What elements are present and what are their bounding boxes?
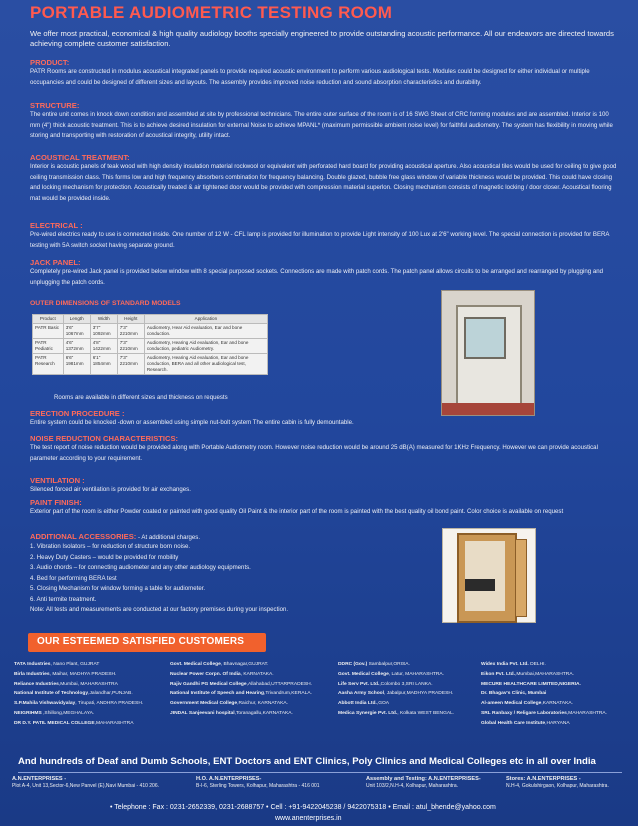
list-item [338,699,454,709]
booth-frame [456,305,522,407]
customer-place: ,Shillong,MEGHALAYA. [41,710,95,716]
list-item [170,660,312,670]
customer-name: S.P.Mahila Vishwavidyalay [14,701,76,707]
booth-interior [465,541,505,611]
table-cell: PATR Pediatric [33,339,64,354]
customer-name: Life Serv Pvt. Ltd. [338,681,380,687]
address-head-office [196,776,356,790]
customer-place: ,Colombo 3,SRI LANKA. [379,681,433,687]
customers-column-4 [481,660,607,729]
customer-place: ,Mumbai,MAHARASHTRA. [514,671,574,677]
product-text: PATR Rooms are constructed in modulus acoustical integrated panels to provide required acoustic environment to perform various audiological tests. Modules could be designed for either individual or multiple occupancies and could be designed of different sizes and layouts. The assembly provides improved noise reduction and sound absorption characteristics and durability. [30,68,590,86]
customer-name: Eikon Pvt. Ltd. [481,671,515,677]
address-line: B-I-6, Sterling Towers, Kolhapur, Maharashtra - 416 001 [196,783,320,789]
address-head: A.N.ENTERPRISES - [12,776,67,782]
structure-heading: STRUCTURE: [30,101,80,110]
structure-text: The entire unit comes in knock down condition and assembled at site by professional technicians. The entire outer surface of the room is of 16 SWG Sheet of CRC forming modules and are assembled. Interior is 100 mm (4") thick acoustic treatment. This is to achieve desired insulation for external Noise to achieve MPANL* (maximum permissible ambient noise level) for faithful audiometry. The system has flexibility in moving while storing and transporting with restoration of acoustical integrity, utility intact. [30,111,613,139]
wood-booth [457,533,517,623]
customer-place: , Maihar, MADHYA PRADESH. [49,671,117,677]
customer-name: Widex India Pvt. Ltd. [481,662,529,667]
customers-column-1 [14,660,143,729]
jack-text: Completely pre-wired Jack panel is provided below window with 8 special purposed sockets. Connections are made with patch cords. The patch panel allows circuits to be arranged and rearranged by plugging and unplugging the patch cords. [30,268,604,286]
paint-heading: PAINT FINISH: [30,498,82,507]
table-cell: PATR Basic [33,324,64,339]
customer-name: Reliance Industries [14,681,59,687]
accessories-subtitle: - At additional charges. [136,534,201,541]
customer-place: ,MAHARASHTRA. [566,710,608,716]
table-header: Height [117,315,144,324]
address-panvel [12,776,192,790]
customer-place: ,Jalandhar,PUNJAB. [88,691,133,697]
customer-place: ,Toranagallu,KARNATAKA. [234,710,293,716]
address-line: N.H-4, Gokulshirgaon, Kolhapur, Maharashtra. [506,783,609,789]
acoustical-heading: ACOUSTICAL TREATMENT: [30,153,130,162]
table-row [33,339,268,354]
list-item [481,660,607,670]
divider [18,772,622,773]
electrical-heading: ELECTRICAL : [30,221,83,230]
customer-place: ,HARYANA [545,720,570,726]
list-item [170,709,312,719]
table-header: Width [90,315,117,324]
table-header: Length [63,315,90,324]
customer-name: DDRC (Gov.) [338,662,368,667]
list-item [170,680,312,690]
customer-name: National Institute of Speech and Hearing [170,691,265,697]
customer-place: ,Trivandrum,KERALA. [264,691,312,697]
table-header: Product [33,315,64,324]
audiometer-device [465,579,495,591]
table-cell: Audiometry, Hear Aid evaluation, Ear and bone conduction. [144,324,267,339]
table-row [33,354,268,375]
list-item: 6. Anti termite treatment. [30,595,97,603]
table-header: Application [144,315,267,324]
table-cell: 6'1" 1854mm [90,354,117,375]
contact-line: • Telephone : Fax : 0231-2652339, 0231-2688757 • Cell : +91-9422045238 / 9422075318 • Email : atul_bhende@yahoo.com [110,804,496,811]
customer-name: Al-ameen Medical College [481,701,542,707]
customer-name: Global Health Care Institute [481,720,546,726]
list-item: 4. Bed for performing BERA test [30,574,117,582]
list-item [481,670,607,680]
list-item [338,670,454,680]
list-item [14,709,143,719]
list-item [14,680,143,690]
booth-photo-wood [442,528,536,623]
customer-place: ,Mumbai, MAHARASHTRA [58,681,118,687]
table-cell: 4'6" 1372mm [63,339,90,354]
accessories-title: ADDITIONAL ACCESSORIES: [30,532,137,541]
customer-name: Nuclear Power Corpn. Of India [170,671,241,677]
list-item: 1. Vibration Isolators – for reduction of structure born noise. [30,543,191,550]
list-item [170,670,312,680]
customer-place: DELHI. [528,662,546,667]
table-row [33,324,268,339]
customer-place: , Latur, MAHARASHTRA. [388,671,444,677]
customers-column-3 [338,660,454,719]
customer-place: , Kolkata WEST BENGAL. [397,710,455,716]
list-item: Note: All tests and measurements are conducted at our factory premises during your inspection. [30,606,289,613]
customers-banner [28,633,266,652]
address-head: Stores: A.N.ENTERPRISES - [506,776,581,782]
address-line: Plot A-4, Unit 13,Sector-6,New Panvel (E),Navi Mumbai - 410 206. [12,783,160,789]
erection-text: Entire system could be knocked -down or assembled using simple nut-bolt system The entire cabin is fully demountable. [30,419,354,426]
table-cell: 6'6" 1981mm [63,354,90,375]
customer-place: , Jabalpur,MADHYA PRADESH. [384,691,454,697]
address-assembly [366,776,502,790]
dims-heading: OUTER DIMENSIONS OF STANDARD MODELS [30,300,181,307]
customer-place: , Tirupati, ANDHRA PRADESH. [75,701,144,707]
table-header-row [33,315,268,324]
list-item [14,699,143,709]
customer-name: NEIGRIHMS [14,710,42,716]
customer-place: ,Allahabad,UTTARPRADESH. [246,681,313,687]
list-item [14,670,143,680]
address-line: Unit 103/2,N.H-4, Kolhapur, Maharashtra. [366,783,458,789]
booth-door [515,539,527,617]
hundreds-statement: And hundreds of Deaf and Dumb Schools, ENT Doctors and ENT Clinics, Poly Clinics and Medical Colleges etc in all over India [18,756,596,767]
intro-text: We offer most practical, economical & high quality audiology booths specially engineered to provide outstanding acoustic performance. All our endeavors are directed towards achieving complete customer satisfaction. [30,29,614,48]
accessories-list [30,542,430,616]
customer-place: , Nano Plant, GUJRAT [50,662,100,667]
list-item: 2. Heavy Duty Casters – would be provided for mobility [30,553,179,561]
customer-name: TATA Industries [14,662,51,667]
dimensions-table [32,314,268,375]
paint-text: Exterior part of the room is either Powder coated or painted with good quality Oil Paint & the interior part of the room is painted with the best quality oil bond paint. Color choice is available on request [30,508,564,515]
customer-name: SRL Ranbaxy / Religare Laboratories [481,710,567,716]
customer-name: Aasha Army School [338,691,385,697]
table-cell: PATR Research [33,354,64,375]
list-item [338,680,454,690]
customer-name: Medica Synergie Pvt. Ltd. [338,710,398,716]
customer-name: Government Medical College [170,701,238,707]
list-item [170,699,312,709]
booth-floor [442,403,534,415]
address-head: H.O. A.N.ENTERPRISES- [196,776,262,782]
list-item [481,680,607,690]
table-cell: 3'6" 1067mm [63,324,90,339]
customer-name: Abbott India Ltd. [338,701,377,707]
list-item [170,689,312,699]
customer-name: Dr. Bhagav's Clinic, Mumbai [481,691,547,697]
customer-name: JINDAL Sanjeevani hospital [170,710,235,716]
customer-place: ,Raichur, KARNATAKA. [237,701,289,707]
table-cell: 4'8" 1422mm [90,339,117,354]
address-head: Assembly and Testing: A.N.ENTERPRISES- [366,776,481,782]
list-item [338,709,454,719]
list-item [338,660,454,670]
customer-name: Rajiv Gandhi PG Medical College [170,681,247,687]
table-cell: 7'3" 2210mm [117,354,144,375]
customer-name: Govt. Medical College [170,662,221,667]
page-title: PORTABLE AUDIOMETRIC TESTING ROOM [30,3,393,22]
list-item [14,689,143,699]
table-cell: 7'3" 2210mm [117,339,144,354]
table-cell: 7'3" 2210mm [117,324,144,339]
website-link[interactable]: www.anenterprises.in [275,815,342,822]
table-cell: Audiometry, Hearing Aid evaluation, Ear and bone conduction, pediatric Audiometry. [144,339,267,354]
list-item: 5. Closing Mechanism for window forming a table for audiometer. [30,585,206,592]
customer-place: , Bhavnagar,GUJRAT. [220,662,269,667]
customer-place: ,KARNATAKA. [541,701,573,707]
list-item [14,719,143,729]
ventilation-text: Silenced forced air ventilation is provided for air exchanges. [30,486,191,493]
erection-heading: ERECTION PROCEDURE : [30,409,125,418]
list-item [481,699,607,709]
customer-name: Birla Industries [14,671,50,677]
ventilation-heading: VENTILATION : [30,476,85,485]
booth-window [464,317,506,359]
table-cell: Audiometry, Hearing Aid evaluation, Ear and bone conduction, BERA and all other audiological test, Research. [144,354,267,375]
customer-name: National Institute of Technology [14,691,89,697]
customer-place: ,GOA [376,701,390,707]
list-item [14,660,143,670]
accessories-heading [30,532,200,541]
customer-place: ,MAHARASHTRA [94,720,134,726]
address-stores [506,776,630,790]
customer-place: , KARNATAKA. [240,671,274,677]
noise-text: The test report of noise reduction would be provided along with Portable Audiometry room. However noise reduction would be around 25 dB(A) measured for 1KHz Frequency. However we can provide acoustical parameter according to your requirement. [30,444,598,462]
customer-name: MECURE HEALTHCARE LIMITED,NIGERIA. [481,681,581,687]
customer-name: Govt. Medical College [338,671,389,677]
table-cell: 3'7" 1092mm [90,324,117,339]
acoustical-text: Interior is acoustic panels of teak wood with high density insulation material rockwool or equivalent with perforated hard board for providing acoustical aperture. Also acoustical tiles would be used for ceiling to give good ceiling transmission class. This forms low and high frequency absorbers combination for frequency balancing. Double glazed, bubble free glass window of variable thickness would be provided. This could have closing and locking mechanism for protection. Acoustically treated & air tightened door would be provided with compression material superlon. Closing mechanism consists of magnetic locking / door closer. Acoustical flooring mat would be provided inside. [30,163,617,202]
dims-note: Rooms are available in different sizes and thickness on requests [54,394,228,401]
customer-name: DR D.Y. PATIL MEDICAL COLLEGE [14,720,95,726]
noise-heading: NOISE REDUCTION CHARACTERISTICS: [30,434,179,443]
jack-heading: JACK PANEL: [30,258,81,267]
list-item [338,689,454,699]
customers-column-2 [170,660,312,719]
list-item [481,689,607,699]
booth-photo-grey [441,290,535,416]
list-item [481,709,607,719]
customer-place: Sambalpur,ORISA. [367,662,410,667]
list-item [481,719,607,729]
customers-banner-text: OUR ESTEEMED SATISFIED CUSTOMERS [37,636,245,647]
electrical-text: Pre-wired electrics ready to use is connected inside. One number of 12 W - CFL lamp is provided for illumination to provide Light intensity of 100 Lux at 2'6" working level. The special connection is provided for BERA testing with 5A switch socket having separate ground. [30,231,610,249]
product-heading: PRODUCT: [30,58,70,67]
list-item: 3. Audio chords – for connecting audiometer and any other audiology equipments. [30,564,251,571]
